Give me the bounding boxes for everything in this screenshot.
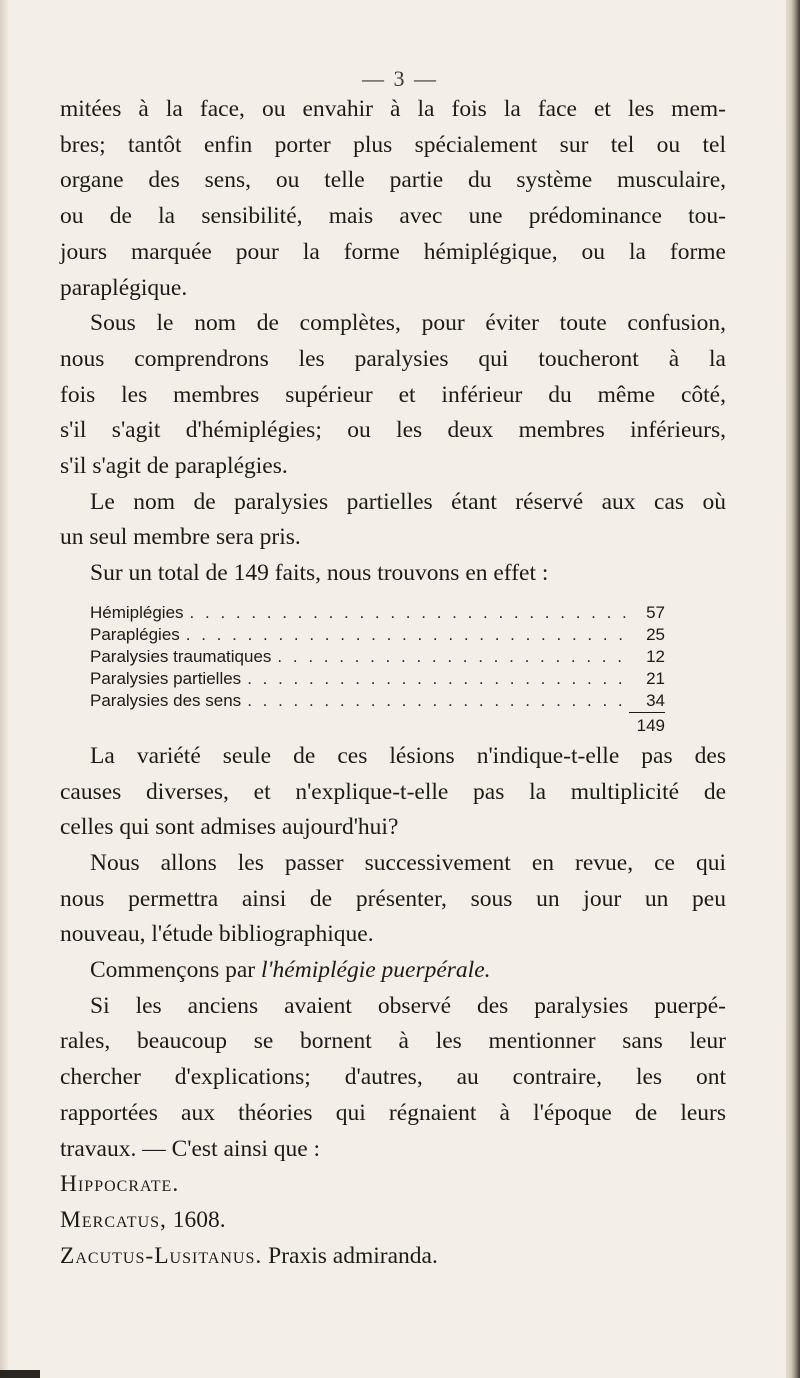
text-line: un seul membre sera pris.: [60, 524, 301, 551]
leader-dots: [247, 668, 627, 690]
row-label: Paralysies partielles: [90, 668, 242, 688]
paragraph-2: [60, 306, 726, 485]
text-line: nous permettra ainsi de présenter, sous un jour un peu: [60, 885, 726, 912]
text-line: organe des sens, ou telle partie du système musculaire,: [60, 167, 726, 194]
reference-year: 1608.: [166, 1206, 226, 1233]
table-row: [90, 602, 665, 624]
reference-list: [60, 1167, 726, 1274]
row-value: 57: [646, 602, 665, 622]
paragraph-3: [60, 485, 726, 556]
row-label: Paralysies traumatiques: [90, 646, 272, 666]
table-row: [90, 668, 665, 690]
text-line: jours marquée pour la forme hémiplégique, ou la forme: [60, 238, 726, 265]
corner-mark: [0, 1370, 40, 1378]
leader-dots: [190, 602, 627, 624]
row-value: 25: [646, 624, 665, 644]
reference-zacutus: [60, 1239, 726, 1275]
text-line: ou de la sensibilité, mais avec une prédominance tou-: [60, 203, 726, 230]
page-edge-right: [786, 0, 800, 1378]
italic-title: l'hémiplégie puerpérale.: [261, 957, 491, 984]
author-name: Mercatus,: [60, 1206, 167, 1233]
text-line: Sous le nom de complètes, pour éviter toute confusion,: [90, 310, 726, 337]
text-line: Sur un total de 149 faits, nous trouvons en effet :: [90, 560, 549, 587]
row-label: Paraplégies: [90, 624, 180, 644]
text-line: paraplégique.: [60, 274, 188, 301]
paragraph-1: [60, 92, 726, 306]
leader-dots: [186, 624, 627, 646]
leader-dots: [277, 646, 627, 668]
paragraph-8: [60, 989, 726, 1168]
table-total-row: [90, 712, 665, 737]
paragraph-6: [60, 846, 726, 953]
page-edge-left: [0, 0, 8, 1378]
text-line: fois les membres supérieur et inférieur du même côté,: [60, 381, 726, 408]
paragraph-5: [60, 739, 726, 846]
table-row: [90, 646, 665, 668]
paragraph-7: [60, 953, 726, 989]
text-line: travaux. — C'est ainsi que :: [60, 1135, 321, 1162]
row-value: 21: [646, 668, 665, 688]
reference-mercatus: [60, 1203, 726, 1239]
text-line: [60, 953, 726, 989]
text-line: Nous allons les passer successivement en revue, ce qui: [90, 849, 726, 876]
author-name: Zacutus-Lusitanus.: [60, 1242, 263, 1269]
paragraph-4: [60, 556, 726, 592]
reference-title: Praxis admiranda.: [262, 1242, 438, 1269]
page-number: — 3 —: [362, 66, 438, 91]
table-total: 149: [629, 712, 665, 737]
text-line: La variété seule de ces lésions n'indique-t-elle pas des: [90, 742, 726, 769]
body-text: [60, 92, 726, 1274]
text-line: celles qui sont admises aujourd'hui?: [60, 814, 399, 841]
text-segment: Commençons par: [90, 957, 261, 984]
text-line: rales, beaucoup se bornent à les mentionner sans leur: [60, 1028, 726, 1055]
row-label: Paralysies des sens: [90, 690, 242, 710]
text-line: nous comprendrons les paralysies qui toucheront à la: [60, 345, 726, 372]
text-line: causes diverses, et n'explique-t-elle pas la multiplicité de: [60, 778, 726, 805]
reference-hippocrate: Hippocrate.: [60, 1171, 180, 1198]
row-value: 34: [646, 690, 665, 710]
text-line: nouveau, l'étude bibliographique.: [60, 921, 374, 948]
text-line: s'il s'agit de paraplégies.: [60, 453, 288, 480]
statistics-table: [90, 602, 665, 737]
row-value: 12: [646, 646, 665, 666]
text-line: bres; tantôt enfin porter plus spécialement sur tel ou tel: [60, 131, 726, 158]
text-line: Le nom de paralysies partielles étant réservé aux cas où: [90, 488, 726, 515]
text-line: s'il s'agit d'hémiplégies; ou les deux membres inférieurs,: [60, 417, 726, 444]
text-line: mitées à la face, ou envahir à la fois la face et les mem-: [60, 96, 726, 122]
row-label: Hémiplégies: [90, 602, 184, 622]
leader-dots: [247, 690, 627, 712]
text-line: rapportées aux théories qui régnaient à l'époque de leurs: [60, 1099, 726, 1126]
text-line: Si les anciens avaient observé des paralysies puerpé-: [90, 992, 726, 1019]
table-row: [90, 624, 665, 646]
table-row: [90, 690, 665, 712]
text-line: chercher d'explications; d'autres, au contraire, les ont: [60, 1064, 726, 1091]
